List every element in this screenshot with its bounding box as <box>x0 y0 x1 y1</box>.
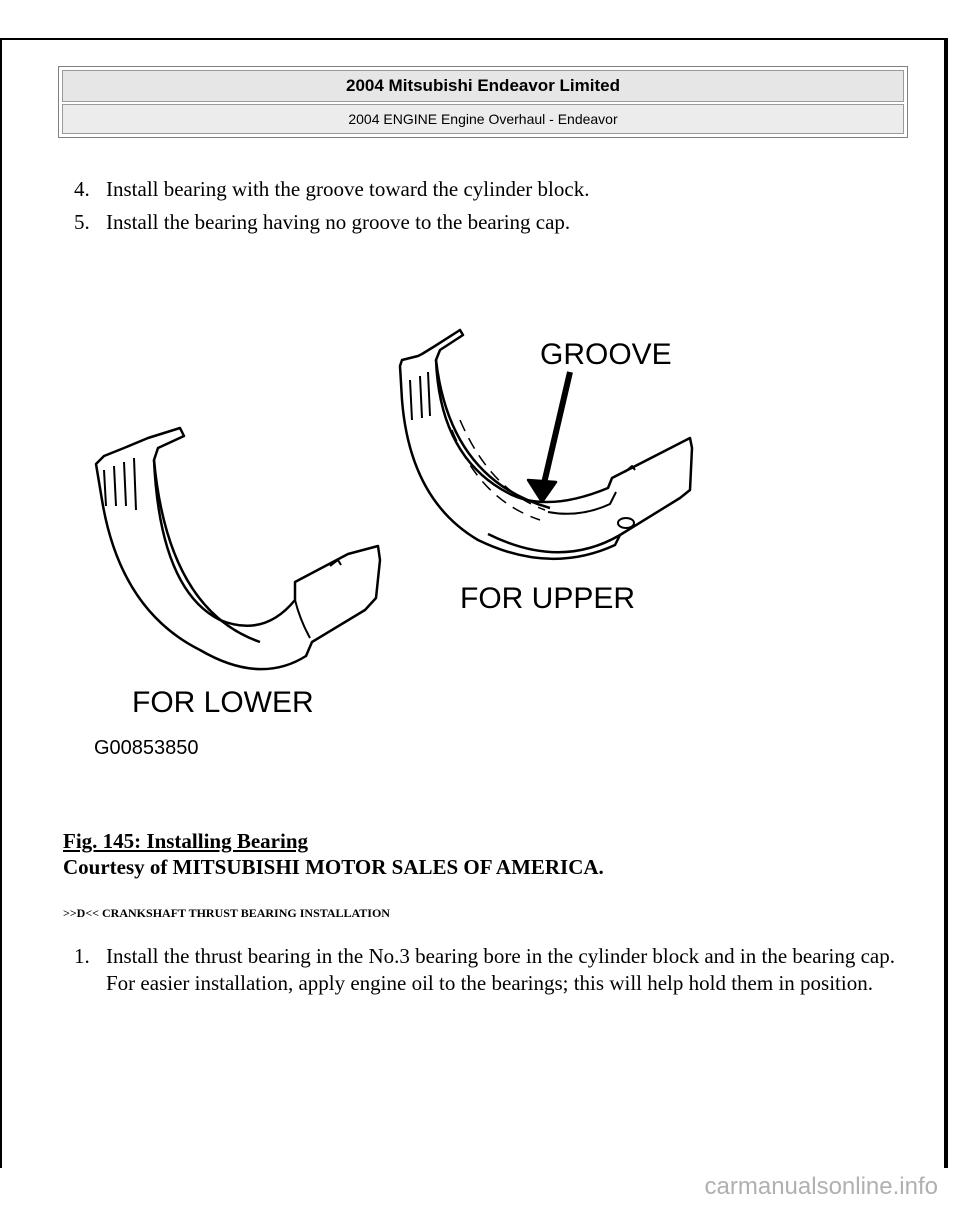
lower-bearing-illustration <box>96 428 380 669</box>
document-header <box>58 66 908 138</box>
header-subtitle: 2004 ENGINE Engine Overhaul - Endeavor <box>62 104 904 134</box>
step-number: 5. <box>74 210 90 234</box>
step-number: 1. <box>74 944 90 968</box>
figure-caption-title[interactable]: Fig. 145: Installing Bearing <box>63 829 309 853</box>
groove-label: GROOVE <box>540 338 672 371</box>
watermark: carmanualsonline.info <box>704 1173 938 1200</box>
section-heading: >>D<< CRANKSHAFT THRUST BEARING INSTALLATION <box>63 906 390 920</box>
figure-code: G00853850 <box>94 737 199 759</box>
header-title: 2004 Mitsubishi Endeavor Limited <box>62 70 904 102</box>
page-frame-top <box>0 38 946 40</box>
for-upper-label: FOR UPPER <box>460 582 636 615</box>
step-text: Install bearing with the groove toward the cylinder block. <box>106 177 590 201</box>
step-text: Install the thrust bearing in the No.3 bearing bore in the cylinder block and in the bearing cap. For easier installation, apply engine oil to the bearings; this will help hold them in position. <box>106 944 896 995</box>
step-number: 4. <box>74 177 90 201</box>
step-text: Install the bearing having no groove to the bearing cap. <box>106 210 571 234</box>
page-frame-right <box>944 38 948 1168</box>
for-lower-label: FOR LOWER <box>132 686 314 719</box>
page-frame-left <box>0 38 2 1168</box>
bearing-figure <box>80 320 700 770</box>
figure-courtesy: Courtesy of MITSUBISHI MOTOR SALES OF AMERICA. <box>63 855 604 879</box>
